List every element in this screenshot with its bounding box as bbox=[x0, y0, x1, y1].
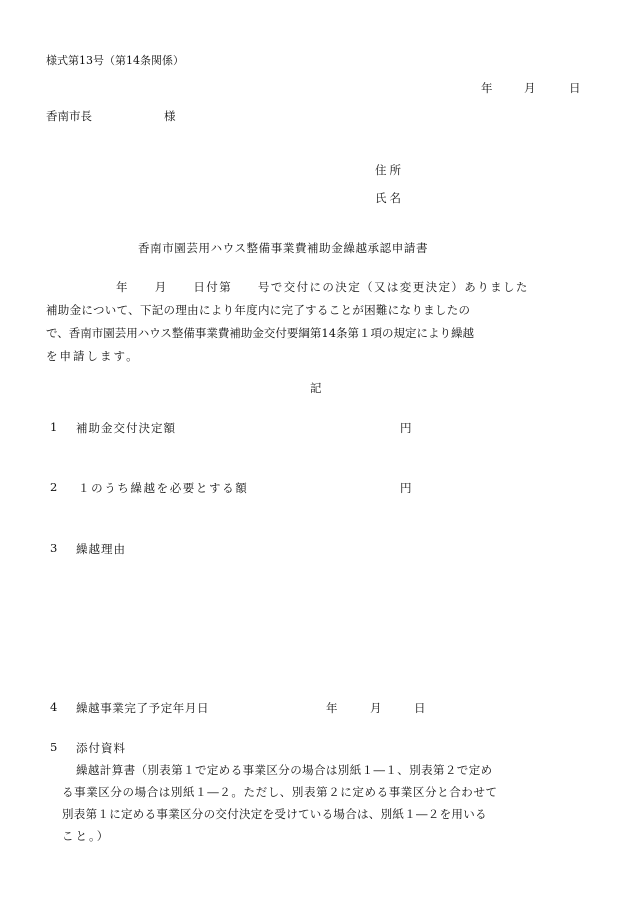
completion-month-label: 月 bbox=[370, 701, 382, 715]
body-line: 年 月 日付第 号で交付にの決定（又は変更決定）ありました bbox=[116, 280, 529, 294]
attachment-line: 繰越計算書（別表第１で定める事業区分の場合は別紙１―１、別表第２で定め bbox=[76, 763, 493, 777]
body-line: 補助金について、下記の理由により年度内に完了することが困難になりましたの bbox=[46, 303, 471, 317]
addressee-honorific: 様 bbox=[164, 109, 176, 123]
item-number: 5 bbox=[50, 740, 58, 754]
ki-heading: 記 bbox=[310, 381, 322, 395]
item-label-carryover-amount: １のうち繰越を必要とする額 bbox=[78, 481, 249, 495]
item-label-attachments: 添付資料 bbox=[76, 741, 126, 755]
item-label-carryover-reason: 繰越理由 bbox=[76, 542, 126, 556]
attachment-line: こと。） bbox=[62, 829, 111, 843]
name-label: 氏名 bbox=[375, 191, 404, 205]
completion-day-label: 日 bbox=[414, 701, 426, 715]
item-number: 4 bbox=[50, 700, 58, 714]
item-number: 1 bbox=[50, 420, 58, 434]
document-title: 香南市園芸用ハウス整備事業費補助金繰越承認申請書 bbox=[138, 241, 429, 255]
body-paragraph bbox=[46, 276, 582, 368]
address-label: 住所 bbox=[375, 163, 404, 177]
date-day-label: 日 bbox=[569, 81, 581, 95]
item-label-grant-amount: 補助金交付決定額 bbox=[76, 421, 176, 435]
item-unit-yen: 円 bbox=[400, 481, 412, 495]
attachment-line: る事業区分の場合は別紙１―２。ただし、別表第２に定める事業区分と合わせて bbox=[62, 785, 498, 799]
item-number: 3 bbox=[50, 541, 58, 555]
attachment-line: 別表第１に定める事業区分の交付決定を受けている場合は、別紙１―２を用いる bbox=[62, 807, 487, 821]
body-line: を申請します。 bbox=[46, 349, 140, 363]
item-unit-yen: 円 bbox=[400, 421, 412, 435]
form-number: 様式第13号（第14条関係） bbox=[46, 54, 184, 67]
completion-year-label: 年 bbox=[326, 701, 338, 715]
body-line: で、香南市園芸用ハウス整備事業費補助金交付要綱第14条第１項の規定により繰越 bbox=[46, 326, 475, 340]
date-month-label: 月 bbox=[524, 81, 536, 95]
addressee-name: 香南市長 bbox=[46, 109, 92, 123]
item-label-completion-date: 繰越事業完了予定年月日 bbox=[76, 701, 210, 715]
item-number: 2 bbox=[50, 480, 58, 494]
date-year-label: 年 bbox=[481, 81, 493, 95]
attachment-paragraph bbox=[62, 759, 582, 847]
